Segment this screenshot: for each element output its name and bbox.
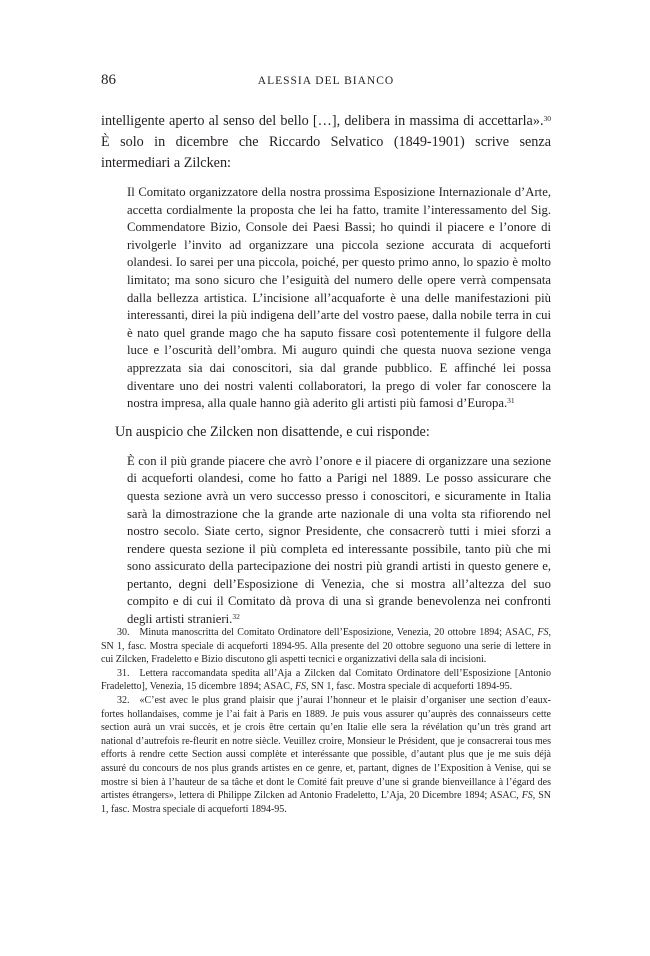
footnote-ref-30[interactable]: 30 <box>543 114 551 123</box>
block-quote-1 <box>127 184 551 413</box>
footnote-32 <box>101 694 551 816</box>
footnote-number: 31. <box>117 667 130 679</box>
footnote-text: , SN 1, fasc. Mostra speciale di acqueforti 1894-95. <box>101 790 551 815</box>
footnote-ref-31[interactable]: 31 <box>507 396 515 406</box>
footnote-italic: FS <box>294 681 307 693</box>
page-number: 86 <box>101 72 116 88</box>
footnote-text: «C’est avec le plus grand plaisir que j’aurai l’honneur et le plaisir d’organiser une section d’eaux-fortes hollandaises, comme je l’ai fait à Paris en 1889. Je puis vous assurer qu’auprès des connaisseurs cette section aurà un vrai succès, et je crois être certain qu’en Italie elle sera la révélation qu’un très grand art national d’autrefois re-fleurit en notre siècle. Veuillez croire, Monsieur le Président, que je consacrerai tous mes efforts à rendre cette Section aussi complète et interéssante que possible, d’autant plus que je me suis déjà assuré du concours de nos plus grands artistes en ce genre, et, partant, dignes de l’Exposition à Venise, qui se mostre si bien à l’hauteur de sa tâche et dont le Comité fait preuve d’une si grande bienveillance à l’égard des artistes étrangers», lettera di Philippe Zilcken ad Antonio Fradeletto, L’Aja, 20 Dicembre 1894; ASAC, <box>101 694 551 802</box>
footnote-text: Minuta manoscritta del Comitato Ordinatore dell’Esposizione, Venezia, 20 ottobre 1894; ASAC, <box>139 627 538 638</box>
footnote-text: , SN 1, fasc. Mostra speciale di acqueforti 1894-95. <box>306 681 513 693</box>
footnote-text: , SN 1, fasc. Mostra speciale di acqueforti 1894-95. Alla presente del 20 ottobre seguono una serie di lettere in cui Zilcken, Fradeletto e Bizio discutono gli aspetti tecnici e organizzativi della sala di incisioni. <box>101 627 551 666</box>
paragraph-1 <box>101 111 551 174</box>
footnote-number: 30. <box>117 627 130 638</box>
footnote-30 <box>101 626 551 667</box>
footnote-31 <box>101 667 551 694</box>
footnote-text: Lettera raccomandata spedita all’Aja a Zilcken dal Comitato Ordinatore dell’Esposizione [Antonio Fradeletto], Venezia, 15 dicembre 1894; ASAC, <box>101 667 551 693</box>
block-quote-2 <box>127 453 551 629</box>
paragraph-1-text-a: intelligente aperto al senso del bello […], delibera in massima di accettarla». <box>101 113 544 129</box>
footnote-italic: FS <box>537 627 549 638</box>
page-header <box>101 72 551 92</box>
paragraph-2: Un auspicio che Zilcken non disattende, e cui risponde: <box>115 423 430 440</box>
footnote-ref-32[interactable]: 32 <box>232 612 240 622</box>
main-text <box>101 111 551 629</box>
block-quote-2-text: È con il più grande piacere che avrò l’onore e il piacere di organizzare una sezione di acqueforti olandesi, come ho fatto a Parigi nel 1889. Le posso assicurare che questa sezione avrà un vero successo presso i conoscitori, e sicuramente in Italia sarà la dimostrazione che la grande arte nazionale di una volta sta rifiorendo nel nostro secolo. Siate certo, signor Presidente, che consacrerò tutti i miei sforzi a rendere questa sezione il più completa ed interessante possibile, tanto più che mi sono assicurato della partecipazione dei nostri più grandi artisti in questo genere e, pertanto, degni dell’Esposizione di Venezia, che si mostra all’altezza del suo compito e di cui il Comitato dà prova di una sì grande benevolenza nei confronti degli artisti stranieri. <box>127 453 551 627</box>
footnote-number: 32. <box>117 694 130 706</box>
footnotes <box>101 626 551 816</box>
running-title: ALESSIA DEL BIANCO <box>257 75 395 87</box>
paragraph-1-text-b: È solo in dicembre che Riccardo Selvatico (1849-1901) scrive senza intermediari a Zilcken: <box>101 134 551 171</box>
block-quote-1-text: Il Comitato organizzatore della nostra prossima Esposizione Internazionale d’Arte, accetta cordialmente la proposta che lei ha fatto, tramite l’interessamento del Sig. Commendatore Bizio, Console dei Paesi Bassi; ho quindi il piacere e l’onore di rivolgerle l’invito ad organizzare una piccola sezione accurata di acqueforti olandesi. Io sarei per una piccola, poiché, per questo primo anno, lo spazio è molto limitato; ma sono sicuro che l’esiguità del numero delle opere verrà compensata dalla bellezza artistica. L’incisione all’acquaforte è una delle manifestazioni più interessanti, direi la più indigena dell’arte del vostro paese, dalla nobile terra in cui è nato quel grande mago che ha saputo fissare così potentemente il fulgore della luce e l’oscurità dell’ombra. Mi auguro quindi che questa nuova sezione venga apprezzata sia dai conoscitori, sia dal grande pubblico. E affinché lei possa diventare uno dei nostri valenti collaboratori, la prego di voler far conoscere la nostra impresa, alla quale hanno già aderito gli artisti più famosi d’Europa. <box>127 185 551 411</box>
footnote-italic: FS <box>521 790 533 802</box>
